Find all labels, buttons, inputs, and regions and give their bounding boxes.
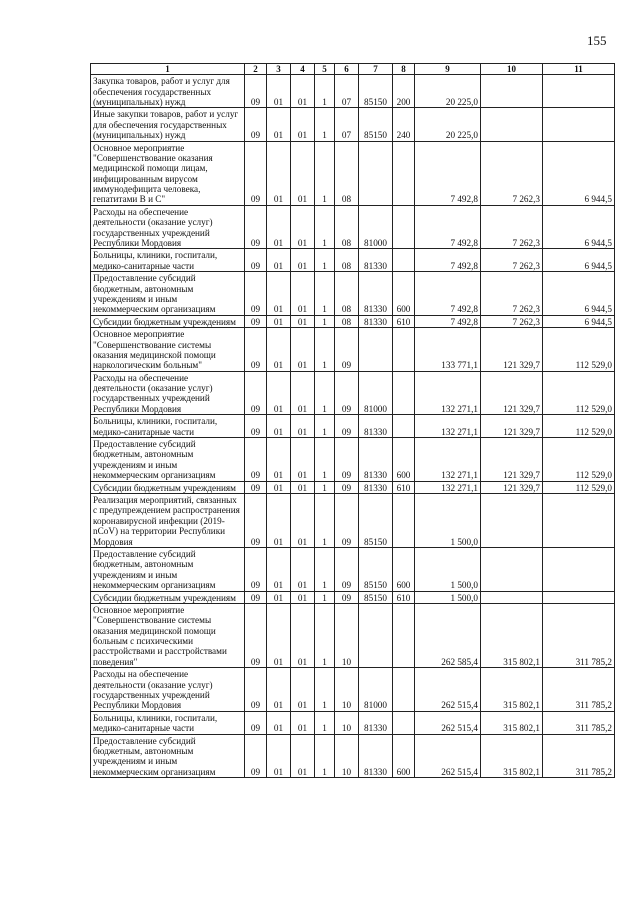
- cell-c8: 600: [393, 272, 415, 316]
- cell-c4: 01: [291, 141, 315, 205]
- cell-c3: 01: [267, 415, 291, 438]
- cell-c7: 85150: [359, 547, 393, 591]
- cell-c7: 81000: [359, 205, 393, 249]
- cell-c7: 81000: [359, 668, 393, 712]
- cell-c6: 09: [335, 481, 359, 493]
- table-row: [91, 371, 615, 415]
- cell-v2023: 6 944,5: [543, 315, 615, 327]
- cell-c4: 01: [291, 711, 315, 734]
- cell-v2023: 112 529,0: [543, 415, 615, 438]
- table-row: [91, 141, 615, 205]
- cell-v2021: 20 225,0: [415, 75, 481, 108]
- cell-name: Предоставление субсидий бюджетным, автономным учреждениям и иным некоммерческим организациям: [91, 272, 245, 316]
- cell-v2021: 262 585,4: [415, 603, 481, 667]
- cell-name: Закупка товаров, работ и услуг для обеспечения государственных (муниципальных) нужд: [91, 75, 245, 108]
- cell-c3: 01: [267, 603, 291, 667]
- cell-name: Расходы на обеспечение деятельности (оказание услуг) государственных учреждений Республики Мордовия: [91, 205, 245, 249]
- cell-c4: 01: [291, 481, 315, 493]
- table-row: [91, 711, 615, 734]
- cell-c8: [393, 328, 415, 372]
- cell-c8: [393, 249, 415, 272]
- cell-c5: 1: [315, 603, 335, 667]
- cell-c8: 600: [393, 734, 415, 778]
- cell-c4: 01: [291, 108, 315, 141]
- cell-c2: 09: [245, 711, 267, 734]
- cell-v2021: 7 492,8: [415, 205, 481, 249]
- cell-v2023: 112 529,0: [543, 481, 615, 493]
- column-header: 10: [481, 64, 543, 75]
- cell-c8: 240: [393, 108, 415, 141]
- cell-c6: 08: [335, 141, 359, 205]
- cell-v2021: 132 271,1: [415, 438, 481, 482]
- cell-c8: [393, 415, 415, 438]
- cell-v2021: 7 492,8: [415, 141, 481, 205]
- cell-c2: 09: [245, 315, 267, 327]
- cell-v2022: [481, 591, 543, 603]
- cell-v2021: 7 492,8: [415, 272, 481, 316]
- cell-c4: 01: [291, 547, 315, 591]
- cell-v2022: 315 802,1: [481, 711, 543, 734]
- table-row: [91, 415, 615, 438]
- cell-c6: 09: [335, 494, 359, 548]
- cell-c5: 1: [315, 711, 335, 734]
- table-row: [91, 481, 615, 493]
- cell-c3: 01: [267, 591, 291, 603]
- cell-c7: 85150: [359, 75, 393, 108]
- cell-v2021: 262 515,4: [415, 668, 481, 712]
- cell-c2: 09: [245, 591, 267, 603]
- table-row: [91, 438, 615, 482]
- cell-v2023: 6 944,5: [543, 141, 615, 205]
- cell-c5: 1: [315, 591, 335, 603]
- cell-v2021: 132 271,1: [415, 415, 481, 438]
- cell-c4: 01: [291, 591, 315, 603]
- column-header: 8: [393, 64, 415, 75]
- cell-c3: 01: [267, 249, 291, 272]
- cell-c5: 1: [315, 75, 335, 108]
- table-row: [91, 547, 615, 591]
- cell-c4: 01: [291, 415, 315, 438]
- cell-v2021: 262 515,4: [415, 711, 481, 734]
- column-header: 7: [359, 64, 393, 75]
- cell-c2: 09: [245, 205, 267, 249]
- cell-v2022: 7 262,3: [481, 272, 543, 316]
- cell-c6: 09: [335, 328, 359, 372]
- cell-c6: 08: [335, 272, 359, 316]
- cell-c7: 81330: [359, 315, 393, 327]
- cell-c3: 01: [267, 734, 291, 778]
- cell-v2021: 7 492,8: [415, 249, 481, 272]
- cell-c5: 1: [315, 272, 335, 316]
- cell-v2023: [543, 108, 615, 141]
- cell-c5: 1: [315, 249, 335, 272]
- cell-name: Расходы на обеспечение деятельности (оказание услуг) государственных учреждений Республики Мордовия: [91, 371, 245, 415]
- cell-c5: 1: [315, 481, 335, 493]
- table-row: [91, 205, 615, 249]
- cell-c7: 81330: [359, 249, 393, 272]
- cell-c6: 08: [335, 205, 359, 249]
- cell-c7: 85150: [359, 108, 393, 141]
- cell-v2022: 121 329,7: [481, 371, 543, 415]
- cell-c7: 81330: [359, 272, 393, 316]
- cell-v2021: 132 271,1: [415, 371, 481, 415]
- column-header: 2: [245, 64, 267, 75]
- cell-v2023: 311 785,2: [543, 603, 615, 667]
- cell-v2022: 7 262,3: [481, 141, 543, 205]
- cell-c6: 09: [335, 371, 359, 415]
- cell-c2: 09: [245, 734, 267, 778]
- header-row: [91, 64, 615, 75]
- cell-v2023: 311 785,2: [543, 668, 615, 712]
- cell-v2022: 7 262,3: [481, 205, 543, 249]
- cell-c6: 10: [335, 734, 359, 778]
- cell-c8: 200: [393, 75, 415, 108]
- cell-c3: 01: [267, 315, 291, 327]
- cell-c7: [359, 603, 393, 667]
- cell-c8: [393, 141, 415, 205]
- cell-v2021: 1 500,0: [415, 591, 481, 603]
- cell-name: Предоставление субсидий бюджетным, автономным учреждениям и иным некоммерческим организациям: [91, 438, 245, 482]
- cell-c4: 01: [291, 272, 315, 316]
- cell-c4: 01: [291, 603, 315, 667]
- cell-v2023: 311 785,2: [543, 711, 615, 734]
- column-header: 6: [335, 64, 359, 75]
- cell-c3: 01: [267, 547, 291, 591]
- table-row: [91, 591, 615, 603]
- cell-v2022: [481, 75, 543, 108]
- cell-v2022: 7 262,3: [481, 315, 543, 327]
- cell-name: Субсидии бюджетным учреждениям: [91, 591, 245, 603]
- cell-name: Реализация мероприятий, связанных с предупреждением распространения коронавирусной инфекции (2019-nCoV) на территории Республики Мордовия: [91, 494, 245, 548]
- cell-c3: 01: [267, 494, 291, 548]
- cell-v2022: 121 329,7: [481, 415, 543, 438]
- cell-v2023: 112 529,0: [543, 438, 615, 482]
- cell-c4: 01: [291, 315, 315, 327]
- cell-name: Субсидии бюджетным учреждениям: [91, 315, 245, 327]
- cell-c7: 81330: [359, 734, 393, 778]
- cell-c4: 01: [291, 205, 315, 249]
- table-row: [91, 315, 615, 327]
- cell-c8: [393, 371, 415, 415]
- cell-c2: 09: [245, 481, 267, 493]
- table-row: [91, 108, 615, 141]
- cell-c7: 81000: [359, 371, 393, 415]
- cell-c6: 09: [335, 547, 359, 591]
- cell-c6: 09: [335, 438, 359, 482]
- cell-c7: 85150: [359, 494, 393, 548]
- table-row: [91, 249, 615, 272]
- cell-c2: 09: [245, 494, 267, 548]
- cell-c3: 01: [267, 141, 291, 205]
- cell-v2021: 7 492,8: [415, 315, 481, 327]
- cell-c2: 09: [245, 415, 267, 438]
- cell-c5: 1: [315, 415, 335, 438]
- cell-c6: 10: [335, 603, 359, 667]
- cell-v2023: 112 529,0: [543, 371, 615, 415]
- cell-c4: 01: [291, 249, 315, 272]
- cell-c6: 09: [335, 415, 359, 438]
- cell-c6: 10: [335, 668, 359, 712]
- cell-c6: 10: [335, 711, 359, 734]
- cell-c5: 1: [315, 494, 335, 548]
- table-row: [91, 328, 615, 372]
- column-header: 1: [91, 64, 245, 75]
- cell-v2022: 121 329,7: [481, 328, 543, 372]
- cell-c6: 08: [335, 315, 359, 327]
- cell-c6: 07: [335, 108, 359, 141]
- cell-name: Больницы, клиники, госпитали, медико-санитарные части: [91, 711, 245, 734]
- column-header: 11: [543, 64, 615, 75]
- cell-v2023: [543, 494, 615, 548]
- cell-c5: 1: [315, 734, 335, 778]
- cell-c4: 01: [291, 734, 315, 778]
- cell-name: Основное мероприятие "Совершенствование системы оказания медицинской помощи больным с психическими расстройствами и расстройствами поведения": [91, 603, 245, 667]
- cell-v2023: 311 785,2: [543, 734, 615, 778]
- cell-c4: 01: [291, 371, 315, 415]
- cell-name: Больницы, клиники, госпитали, медико-санитарные части: [91, 415, 245, 438]
- cell-c5: 1: [315, 668, 335, 712]
- table-row: [91, 494, 615, 548]
- cell-c2: 09: [245, 668, 267, 712]
- cell-c3: 01: [267, 205, 291, 249]
- cell-c8: 600: [393, 438, 415, 482]
- table-row: [91, 603, 615, 667]
- cell-c7: 85150: [359, 591, 393, 603]
- budget-table: [90, 63, 615, 778]
- cell-v2022: 121 329,7: [481, 438, 543, 482]
- cell-c6: 09: [335, 591, 359, 603]
- table-row: [91, 734, 615, 778]
- cell-c2: 09: [245, 141, 267, 205]
- cell-c3: 01: [267, 328, 291, 372]
- cell-c8: [393, 603, 415, 667]
- cell-v2021: 20 225,0: [415, 108, 481, 141]
- cell-c7: 81330: [359, 481, 393, 493]
- cell-c2: 09: [245, 438, 267, 482]
- cell-c8: 610: [393, 315, 415, 327]
- cell-c8: 610: [393, 481, 415, 493]
- cell-v2023: 6 944,5: [543, 249, 615, 272]
- cell-c2: 09: [245, 371, 267, 415]
- cell-c2: 09: [245, 108, 267, 141]
- cell-c5: 1: [315, 371, 335, 415]
- cell-v2022: 315 802,1: [481, 668, 543, 712]
- table-row: [91, 668, 615, 712]
- cell-name: Расходы на обеспечение деятельности (оказание услуг) государственных учреждений Республики Мордовия: [91, 668, 245, 712]
- cell-c3: 01: [267, 711, 291, 734]
- cell-c4: 01: [291, 494, 315, 548]
- cell-c8: 610: [393, 591, 415, 603]
- cell-c3: 01: [267, 108, 291, 141]
- cell-v2022: 121 329,7: [481, 481, 543, 493]
- cell-c6: 07: [335, 75, 359, 108]
- column-header: 3: [267, 64, 291, 75]
- cell-name: Субсидии бюджетным учреждениям: [91, 481, 245, 493]
- cell-v2023: 6 944,5: [543, 272, 615, 316]
- cell-c2: 09: [245, 272, 267, 316]
- cell-c5: 1: [315, 438, 335, 482]
- cell-name: Основное мероприятие "Совершенствование системы оказания медицинской помощи наркологическим больным": [91, 328, 245, 372]
- page-number: 155: [587, 33, 607, 48]
- cell-c8: 600: [393, 547, 415, 591]
- cell-c3: 01: [267, 481, 291, 493]
- cell-c2: 09: [245, 603, 267, 667]
- cell-c2: 09: [245, 328, 267, 372]
- cell-c7: 81330: [359, 438, 393, 482]
- cell-v2022: 7 262,3: [481, 249, 543, 272]
- cell-v2022: [481, 547, 543, 591]
- cell-c8: [393, 711, 415, 734]
- cell-c3: 01: [267, 668, 291, 712]
- cell-v2023: 6 944,5: [543, 205, 615, 249]
- cell-c5: 1: [315, 205, 335, 249]
- cell-c5: 1: [315, 547, 335, 591]
- cell-v2021: 1 500,0: [415, 494, 481, 548]
- cell-v2021: 132 271,1: [415, 481, 481, 493]
- cell-c4: 01: [291, 328, 315, 372]
- cell-v2022: 315 802,1: [481, 734, 543, 778]
- column-header: 9: [415, 64, 481, 75]
- cell-c7: 81330: [359, 415, 393, 438]
- cell-v2021: 133 771,1: [415, 328, 481, 372]
- cell-v2021: 1 500,0: [415, 547, 481, 591]
- cell-c7: [359, 328, 393, 372]
- cell-c6: 08: [335, 249, 359, 272]
- cell-c3: 01: [267, 371, 291, 415]
- cell-name: Предоставление субсидий бюджетным, автономным учреждениям и иным некоммерческим организациям: [91, 734, 245, 778]
- cell-c4: 01: [291, 75, 315, 108]
- cell-c7: 81330: [359, 711, 393, 734]
- cell-name: Основное мероприятие "Совершенствование оказания медицинской помощи лицам, инфицированным вирусом иммунодефицита человека, гепатитами В и С": [91, 141, 245, 205]
- cell-c8: [393, 494, 415, 548]
- cell-c8: [393, 205, 415, 249]
- cell-c5: 1: [315, 141, 335, 205]
- cell-name: Больницы, клиники, госпитали, медико-санитарные части: [91, 249, 245, 272]
- cell-v2023: 112 529,0: [543, 328, 615, 372]
- cell-c5: 1: [315, 328, 335, 372]
- column-header: 5: [315, 64, 335, 75]
- cell-c2: 09: [245, 547, 267, 591]
- table-row: [91, 272, 615, 316]
- cell-c2: 09: [245, 249, 267, 272]
- cell-v2022: [481, 108, 543, 141]
- cell-c3: 01: [267, 75, 291, 108]
- cell-c3: 01: [267, 438, 291, 482]
- cell-c4: 01: [291, 668, 315, 712]
- cell-c5: 1: [315, 108, 335, 141]
- cell-v2022: 315 802,1: [481, 603, 543, 667]
- column-header: 4: [291, 64, 315, 75]
- table-body: [91, 75, 615, 778]
- cell-c5: 1: [315, 315, 335, 327]
- cell-v2022: [481, 494, 543, 548]
- cell-name: Иные закупки товаров, работ и услуг для обеспечения государственных (муниципальных) нужд: [91, 108, 245, 141]
- cell-v2023: [543, 591, 615, 603]
- cell-v2023: [543, 75, 615, 108]
- cell-name: Предоставление субсидий бюджетным, автономным учреждениям и иным некоммерческим организациям: [91, 547, 245, 591]
- cell-c2: 09: [245, 75, 267, 108]
- cell-c8: [393, 668, 415, 712]
- cell-c3: 01: [267, 272, 291, 316]
- cell-c4: 01: [291, 438, 315, 482]
- table-row: [91, 75, 615, 108]
- cell-v2023: [543, 547, 615, 591]
- cell-v2021: 262 515,4: [415, 734, 481, 778]
- cell-c7: [359, 141, 393, 205]
